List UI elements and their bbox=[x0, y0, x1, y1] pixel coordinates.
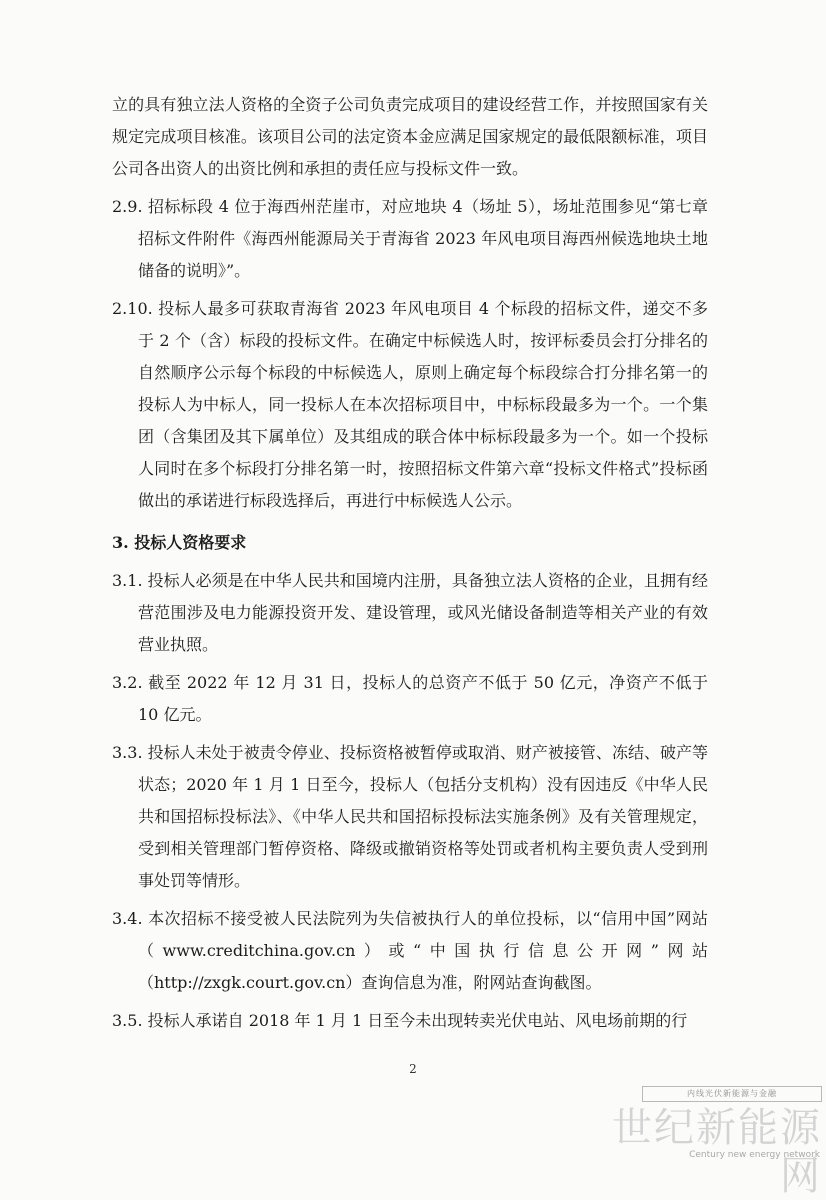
page-number: 2 bbox=[409, 1062, 417, 1076]
clause-2-10: 2.10. 投标人最多可获取青海省 2023 年风电项目 4 个标段的招标文件，递交不多于 2 个（含）标段的投标文件。在确定中标候选人时，按评标委员会打分排名的自然顺序公示每个标段的中标候选人，原则上确定每个标段综合打分排名第一的投标人为中标人，同一投标人在本次招标项目中，中标标段最多为一个。一个集团（含集团及其下属单位）及其组成的联合体中标标段最多为一个。如一个投标人同时在多个标段打分排名第一时，按照招标文件第六章“投标文件格式”投标函做出的承诺进行标段选择后，再进行中标候选人公示。 bbox=[112, 299, 708, 510]
watermark-box-text: 内线光伏新能源与金融 bbox=[642, 1086, 822, 1102]
clause-3-4: 3.4. 本次招标不接受被人民法院列为失信被执行人的单位投标，以“信用中国”网站（www.creditchina.gov.cn）或“中国执行信息公开网”网站（http://zxgk.court.gov.cn）查询信息为准，附网站查询截图。 bbox=[112, 909, 708, 992]
watermark-subtitle: Century new energy network bbox=[689, 1150, 820, 1160]
clause-2-9: 2.9. 招标标段 4 位于海西州茫崖市，对应地块 4（场址 5），场址范围参见“第七章招标文件附件《海西州能源局关于青海省 2023 年风电项目海西州候选地块土地储备的说明》”。 bbox=[112, 197, 708, 280]
document-body bbox=[112, 89, 708, 1043]
watermark-logo-text: 世纪新能源网 bbox=[612, 1105, 822, 1199]
paragraph-continuation: 立的具有独立法人资格的全资子公司负责完成项目的建设经营工作，并按照国家有关规定完成项目核准。该项目公司的法定资本金应满足国家规定的最低限额标准，项目公司各出资人的出资比例和承担的责任应与投标文件一致。 bbox=[112, 95, 708, 178]
clause-3-2: 3.2. 截至 2022 年 12 月 31 日，投标人的总资产不低于 50 亿元，净资产不低于 10 亿元。 bbox=[112, 673, 708, 724]
clause-3-5: 3.5. 投标人承诺自 2018 年 1 月 1 日至今未出现转卖光伏电站、风电场前期的行 bbox=[112, 1011, 688, 1030]
clause-3-1: 3.1. 投标人必须是在中华人民共和国境内注册，具备独立法人资格的企业，且拥有经营范围涉及电力能源投资开发、建设管理，或风光储设备制造等相关产业的有效营业执照。 bbox=[112, 571, 708, 654]
clause-3-3: 3.3. 投标人未处于被责令停业、投标资格被暂停或取消、财产被接管、冻结、破产等状态；2020 年 1 月 1 日至今，投标人（包括分支机构）没有因违反《中华人民共和国招标投标法》、《中华人民共和国招标投标法实施条例》及有关管理规定，受到相关管理部门暂停资格、降级或撤销资格等处罚或者机构主要负责人受到刑事处罚等情形。 bbox=[112, 743, 708, 890]
section-heading-3: 3. 投标人资格要求 bbox=[112, 533, 247, 552]
